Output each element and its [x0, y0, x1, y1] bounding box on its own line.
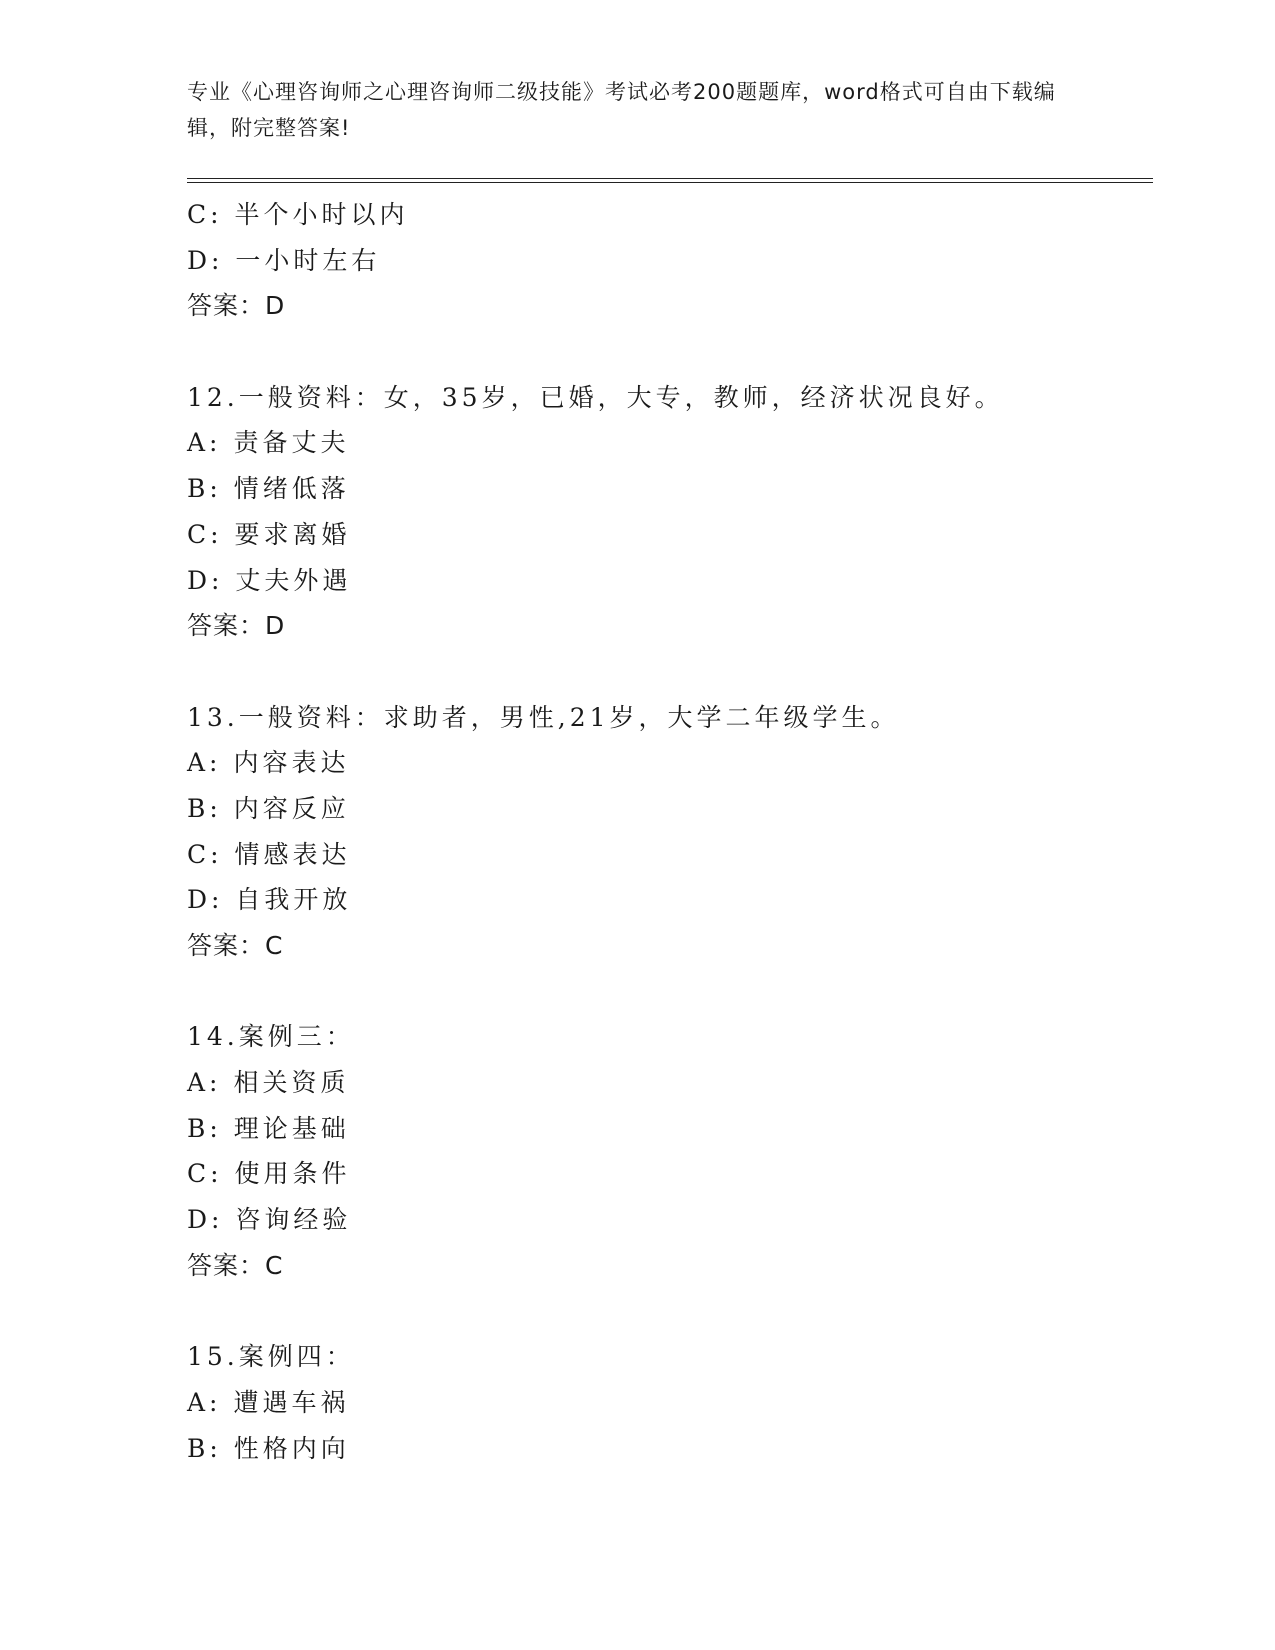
option-label: D: — [187, 565, 224, 595]
option-text: 理论基础 — [233, 1113, 350, 1143]
option-label: A: — [187, 748, 222, 778]
option-label: A: — [187, 1068, 222, 1098]
option-text: 要求离婚 — [234, 519, 351, 549]
header-double-rule — [187, 178, 1153, 183]
option-line — [187, 512, 1147, 558]
option-label: A: — [187, 428, 222, 458]
option-text: 半个小时以内 — [234, 200, 409, 229]
question-list — [187, 192, 1147, 1471]
option-label: C: — [187, 519, 223, 549]
spacer — [187, 329, 1147, 375]
option-text: 情感表达 — [234, 839, 351, 869]
option-text: 一小时左右 — [235, 245, 381, 275]
option-text: 内容反应 — [233, 793, 350, 823]
option-line — [187, 1151, 1147, 1197]
option-line — [187, 786, 1147, 832]
answer-line: 答案：C — [187, 931, 284, 960]
option-line — [187, 1426, 1147, 1472]
question-block — [187, 192, 1147, 329]
page-header — [187, 74, 1067, 146]
option-text: 丈夫外遇 — [235, 565, 352, 595]
option-line — [187, 466, 1147, 512]
option-text: 遭遇车祸 — [233, 1387, 350, 1417]
option-label: B: — [187, 1113, 222, 1143]
option-label: D: — [187, 885, 224, 915]
spacer — [187, 649, 1147, 695]
option-line — [187, 1106, 1147, 1152]
question-block — [187, 695, 1147, 969]
option-line — [187, 420, 1147, 466]
option-text: 自我开放 — [235, 885, 352, 915]
option-label: A: — [187, 1387, 222, 1417]
option-line — [187, 740, 1147, 786]
option-line — [187, 192, 1147, 238]
option-line — [187, 1197, 1147, 1243]
option-text: 责备丈夫 — [233, 428, 350, 458]
option-label: C: — [187, 200, 223, 229]
option-line — [187, 877, 1147, 923]
option-text: 使用条件 — [234, 1159, 351, 1189]
spacer — [187, 969, 1147, 1015]
option-text: 咨询经验 — [235, 1205, 352, 1235]
question-block — [187, 1334, 1147, 1471]
option-line — [187, 1060, 1147, 1106]
option-label: D: — [187, 1205, 224, 1235]
question-block — [187, 375, 1147, 649]
question-text: 12.一般资料：女，35岁，已婚，大专，教师，经济状况良好。 — [187, 382, 1004, 412]
option-label: C: — [187, 839, 223, 869]
option-text: 内容表达 — [233, 748, 350, 778]
answer-line: 答案：C — [187, 1250, 284, 1280]
option-label: B: — [187, 1433, 222, 1463]
option-label: B: — [187, 793, 222, 823]
option-label: B: — [187, 474, 222, 504]
question-text: 13.一般资料：求助者，男性,21岁，大学二年级学生。 — [187, 702, 900, 732]
option-label: C: — [187, 1159, 223, 1189]
option-line — [187, 832, 1147, 878]
answer-line: 答案：D — [187, 291, 286, 321]
option-line — [187, 1380, 1147, 1426]
option-line — [187, 238, 1147, 284]
option-label: D: — [187, 245, 224, 275]
option-text: 性格内向 — [233, 1433, 350, 1463]
option-line — [187, 558, 1147, 604]
header-text: 专业《心理咨询师之心理咨询师二级技能》考试必考200题题库，word格式可自由下载编辑，附完整答案! — [187, 80, 1056, 140]
option-text: 情绪低落 — [233, 474, 350, 504]
question-text: 14.案例三： — [187, 1022, 355, 1052]
question-text: 15.案例四： — [187, 1342, 355, 1372]
spacer — [187, 1289, 1147, 1335]
answer-line: 答案：D — [187, 611, 286, 641]
option-text: 相关资质 — [233, 1068, 350, 1098]
question-block — [187, 1014, 1147, 1288]
